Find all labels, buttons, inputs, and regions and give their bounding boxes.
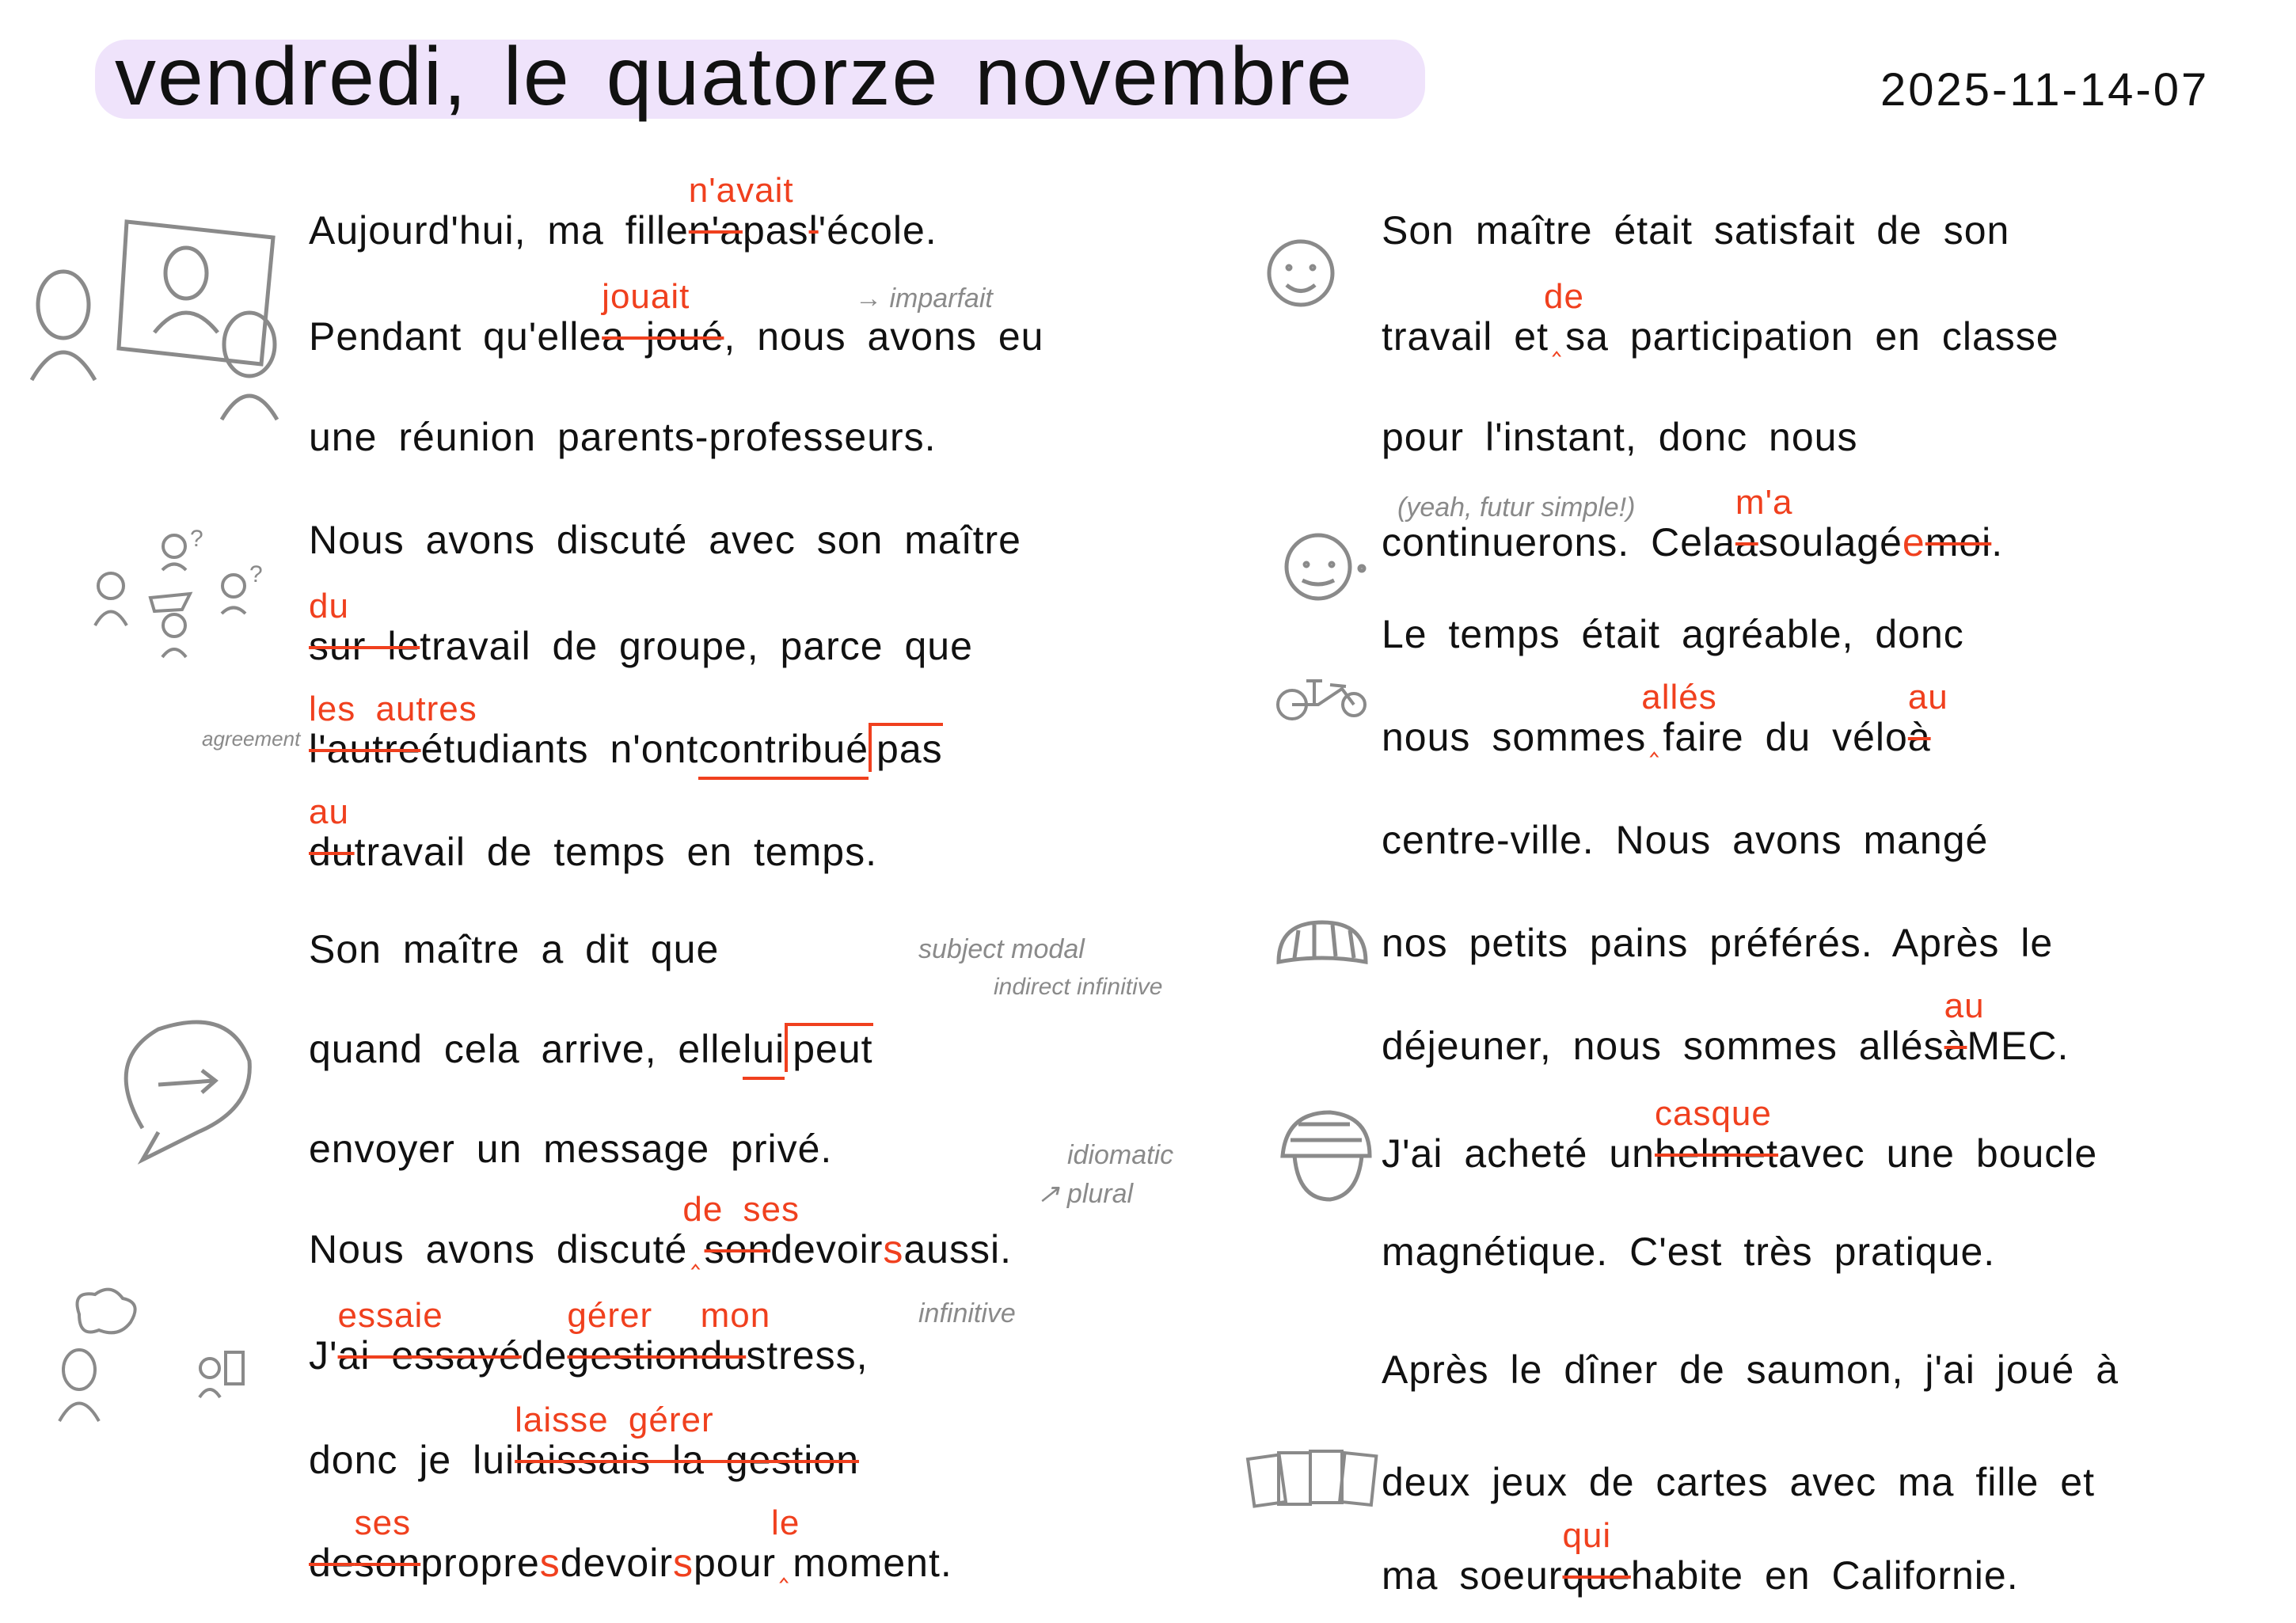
correction-text: m'a	[1735, 483, 1793, 522]
text-segment: centre-ville. Nous avons mangé	[1382, 818, 1989, 862]
moved-word-underline: lui	[743, 1026, 785, 1080]
inserted-text: de ses	[682, 1190, 800, 1229]
struck-text: sur le	[309, 624, 420, 668]
insertion	[1543, 277, 1584, 359]
struck-text: l	[808, 208, 819, 253]
correction-text: au	[309, 792, 349, 831]
date-stamp: 2025-11-14-07	[1880, 64, 2210, 116]
moved-word-underline: contribué	[698, 726, 869, 780]
correction	[1562, 1516, 1631, 1598]
right-line	[1382, 1516, 2019, 1598]
text-segment: nos petits pains préférés. Après le	[1382, 921, 2054, 965]
correction	[700, 1296, 771, 1378]
struck-text: n'a	[688, 208, 743, 253]
right-line	[1382, 207, 2009, 253]
correction	[567, 1296, 701, 1378]
struck-text: que	[1562, 1553, 1631, 1598]
text-segment: J'ai acheté un	[1382, 1131, 1655, 1176]
struck-text: l'autre	[309, 727, 421, 771]
page-title: vendredi, le quatorze novembre	[115, 31, 1354, 123]
struck-text: helmet	[1654, 1131, 1779, 1176]
text-segment: Après le dîner de saumon, j'ai joué à	[1382, 1347, 2119, 1392]
text-segment: Nous avons discuté avec son maître	[309, 518, 1021, 562]
text-segment: MEC.	[1967, 1024, 2070, 1068]
right-line	[1382, 611, 1964, 657]
text-segment: travail de temps en temps.	[354, 830, 878, 874]
insertion-caret-icon: ‸	[779, 1550, 790, 1583]
svg-text:?: ?	[249, 561, 263, 587]
left-line	[309, 414, 937, 460]
group-discussion-icon	[87, 523, 277, 669]
struck-text: à	[1907, 715, 1931, 759]
correction	[1654, 1094, 1779, 1176]
relieved-face-icon	[1283, 529, 1378, 612]
insertion-caret-icon: ‸	[1551, 324, 1563, 356]
correction-text: qui	[1562, 1516, 1612, 1555]
left-line	[309, 587, 973, 669]
struck-text: son	[704, 1227, 771, 1271]
struck-text: ai essayé	[337, 1333, 522, 1378]
correction-text: n'avait	[688, 171, 794, 210]
helmet-icon	[1275, 1108, 1378, 1215]
correction	[354, 1503, 421, 1586]
bread-rolls-icon	[1271, 918, 1374, 986]
insertion	[1641, 678, 1717, 760]
text-segment: devoir	[770, 1227, 884, 1271]
struck-text: à	[1944, 1024, 1967, 1068]
text-segment: Son maître était satisfait de son	[1382, 208, 2010, 253]
right-line	[1382, 1094, 2098, 1176]
correction-text: au	[1944, 986, 1985, 1025]
right-line	[1382, 414, 1857, 460]
struck-text: a	[1735, 520, 1758, 564]
stressed-person-icon	[48, 1283, 285, 1429]
note-plural: ↗ plural	[1037, 1179, 1134, 1209]
text-segment: ma soeur	[1382, 1553, 1563, 1598]
text-segment: quand cela arrive, elle	[309, 1027, 743, 1071]
word-order-bracket: peut	[785, 1023, 872, 1072]
text-segment: étudiants n'ont	[420, 727, 699, 771]
smiley-face-icon	[1263, 238, 1342, 321]
correction-text: gérer	[567, 1296, 653, 1335]
inserted-text: de	[1543, 277, 1584, 316]
text-segment: propre	[420, 1541, 540, 1585]
correction	[705, 1226, 771, 1272]
added-letter: e	[1902, 520, 1925, 564]
correction	[309, 587, 420, 669]
text-segment: une réunion parents-professeurs.	[309, 415, 937, 459]
correction-text: essaie	[337, 1296, 443, 1335]
note-subject-modal: subject modal	[918, 934, 1085, 964]
added-letter: s	[672, 1541, 694, 1585]
bicycle-icon	[1275, 669, 1370, 728]
playing-cards-icon	[1243, 1445, 1386, 1520]
text-segment: avec une boucle	[1778, 1131, 2098, 1176]
text-segment: 'école.	[818, 208, 937, 253]
text-segment: Pendant qu'elle	[309, 314, 603, 359]
left-line	[309, 1296, 869, 1378]
left-line	[309, 171, 937, 253]
struck-text: gestion	[567, 1333, 701, 1378]
right-line	[1382, 277, 2059, 359]
text-segment: habite en Californie.	[1630, 1553, 2019, 1598]
struck-text: son	[354, 1541, 421, 1585]
note-imparfait: → imparfait	[855, 283, 993, 314]
correction	[809, 207, 819, 253]
right-line	[1382, 1229, 1995, 1275]
text-segment: deux jeux de cartes avec ma fille et	[1382, 1460, 2095, 1504]
insertion-caret-icon: ‸	[690, 1237, 701, 1269]
struck-text: a joué	[602, 314, 724, 359]
correction	[1735, 483, 1793, 565]
svg-text:?: ?	[190, 526, 203, 552]
left-line	[309, 792, 878, 875]
struck-text: de	[309, 1541, 355, 1585]
struck-text: du	[700, 1333, 747, 1378]
insertion-caret-icon: ‸	[1649, 724, 1660, 757]
correction	[602, 277, 724, 359]
correction	[1925, 519, 1992, 565]
text-segment: continuerons. Cela	[1382, 520, 1735, 564]
correction-text: jouait	[602, 277, 690, 316]
left-line	[309, 517, 1021, 563]
struck-text: du	[309, 830, 355, 874]
text-segment: travail et	[1382, 314, 1549, 359]
right-line	[1382, 986, 2070, 1069]
note-idiomatic: idiomatic	[1067, 1140, 1174, 1170]
added-letter: s	[883, 1227, 904, 1271]
text-segment: moment.	[793, 1541, 952, 1585]
left-line	[309, 1023, 873, 1080]
text-segment: pour	[693, 1541, 777, 1585]
added-letter: s	[539, 1541, 561, 1585]
inserted-text: allés	[1641, 678, 1717, 716]
text-segment: magnétique. C'est très pratique.	[1382, 1230, 1996, 1274]
text-segment: J'	[309, 1333, 338, 1378]
text-segment: nous sommes	[1382, 715, 1647, 759]
text-segment: stress,	[746, 1333, 869, 1378]
correction-text: du	[309, 587, 349, 625]
text-segment: Le temps était agréable, donc	[1382, 612, 1964, 656]
correction-text: ses	[354, 1503, 412, 1542]
correction	[309, 690, 477, 772]
correction-text: les autres	[309, 690, 477, 728]
text-segment: sa participation en classe	[1565, 314, 2059, 359]
speech-bubble-arrow-icon	[111, 1013, 269, 1168]
text-segment: de	[521, 1333, 568, 1378]
struck-text: laissais la gestion	[515, 1438, 860, 1482]
text-segment: faire du vélo	[1663, 715, 1908, 759]
text-segment: pour l'instant, donc nous	[1382, 415, 1858, 459]
text-segment: .	[1991, 520, 2004, 564]
correction-text: mon	[700, 1296, 771, 1335]
note-indirect-infinitive: indirect infinitive	[994, 974, 1163, 1000]
right-line	[1382, 1347, 2119, 1393]
text-segment: travail de groupe, parce que	[420, 624, 973, 668]
left-line	[309, 1401, 860, 1483]
text-segment: , nous avons eu	[724, 314, 1044, 359]
text-segment: Aujourd'hui, ma fille	[309, 208, 689, 253]
correction	[1907, 678, 1948, 760]
text-segment: Son maître a dit que	[309, 927, 720, 971]
right-line	[1382, 817, 1988, 863]
right-line	[1382, 920, 2053, 966]
text-segment: envoyer un message privé.	[309, 1127, 833, 1171]
correction-text: laisse gérer	[515, 1401, 714, 1439]
left-line	[309, 1503, 952, 1586]
correction-text: casque	[1654, 1094, 1772, 1133]
right-line	[1382, 678, 1948, 760]
text-segment: donc je lui	[309, 1438, 515, 1482]
inserted-text: le	[771, 1503, 800, 1542]
note-futur-simple: (yeah, futur simple!)	[1397, 492, 1636, 523]
text-segment: pas	[742, 208, 809, 253]
correction	[309, 792, 355, 875]
correction	[309, 1540, 355, 1586]
correction	[337, 1296, 522, 1378]
text-segment: aussi.	[903, 1227, 1012, 1271]
correction	[515, 1401, 860, 1483]
insertion	[771, 1503, 800, 1586]
left-line	[309, 690, 943, 780]
correction-text: au	[1907, 678, 1948, 716]
text-segment: soulagé	[1758, 520, 1903, 564]
meeting-people-icon	[28, 214, 281, 424]
note-infinitive: infinitive	[918, 1298, 1016, 1328]
word-order-bracket: pas	[869, 723, 943, 772]
struck-text: moi	[1925, 520, 1992, 564]
left-line	[309, 1190, 1012, 1272]
left-line	[309, 1126, 832, 1172]
text-segment: devoir	[560, 1541, 673, 1585]
right-line	[1382, 1459, 2095, 1505]
correction	[1944, 986, 1985, 1069]
left-line	[309, 926, 719, 972]
note-agreement: agreement	[202, 727, 301, 751]
text-segment: déjeuner, nous sommes allés	[1382, 1024, 1944, 1068]
text-segment: Nous avons discuté	[309, 1227, 688, 1271]
